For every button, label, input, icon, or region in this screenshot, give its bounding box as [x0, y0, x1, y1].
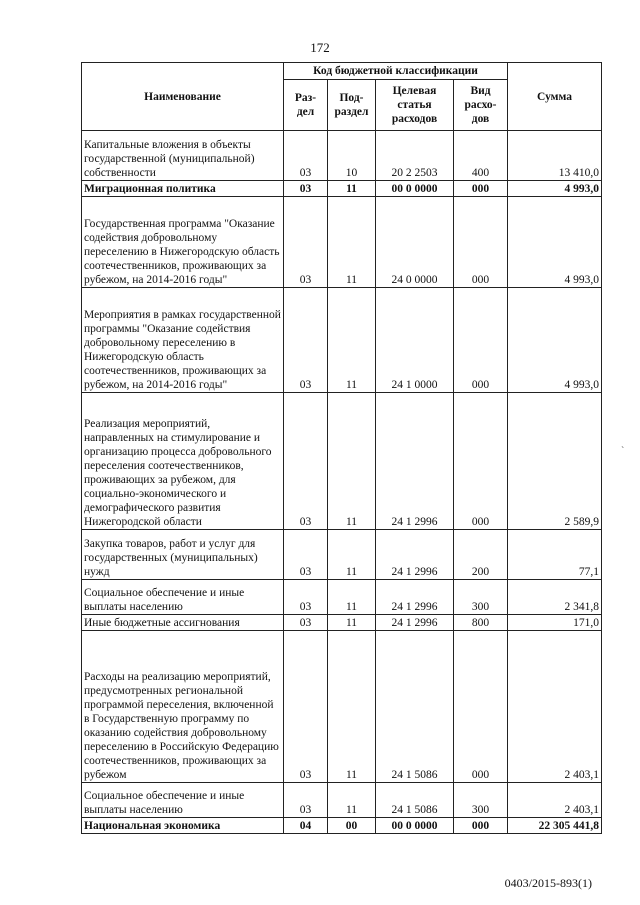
row-sum: 171,0: [508, 615, 602, 631]
row-subsection: 10: [328, 131, 376, 181]
row-name: Миграционная политика: [82, 181, 284, 197]
row-name: Реализация мероприятий, направленных на стимулирование и организацию процесса добровольного переселения соотечественников, проживающих за рубежом, для социально-экономического и демографического развития Нижегородской области: [82, 393, 284, 530]
row-subsection: 11: [328, 530, 376, 580]
table-header: [82, 63, 602, 131]
table-row: [82, 615, 602, 631]
table-row: [82, 197, 602, 288]
row-subsection: 11: [328, 615, 376, 631]
table-row: [82, 181, 602, 197]
row-section: 03: [284, 131, 328, 181]
row-section: 03: [284, 197, 328, 288]
header-kind: Вид расхо- дов: [454, 80, 508, 131]
row-target: 24 1 2996: [376, 393, 454, 530]
row-target: 00 0 0000: [376, 818, 454, 834]
row-target: 20 2 2503: [376, 131, 454, 181]
row-section: 03: [284, 631, 328, 783]
row-name: Государственная программа "Оказание содействия добровольному переселению в Нижегородскую область соотечественников, проживающих за рубежом, на 2014-2016 годы": [82, 197, 284, 288]
row-kind: 400: [454, 131, 508, 181]
row-target: 24 1 5086: [376, 783, 454, 818]
row-target: 24 1 2996: [376, 615, 454, 631]
row-target: 24 1 2996: [376, 530, 454, 580]
row-sum: 2 403,1: [508, 783, 602, 818]
row-kind: 000: [454, 288, 508, 393]
row-section: 03: [284, 288, 328, 393]
row-subsection: 11: [328, 288, 376, 393]
row-section: 03: [284, 181, 328, 197]
row-subsection: 11: [328, 580, 376, 615]
row-sum: 22 305 441,8: [508, 818, 602, 834]
row-sum: 4 993,0: [508, 181, 602, 197]
row-kind: 000: [454, 818, 508, 834]
table-row: [82, 818, 602, 834]
row-name: Расходы на реализацию мероприятий, предусмотренных региональной программой переселения, включенной в Государственную программу по оказанию содействия добровольному переселению в Российскую Федерацию соотечественников, проживающих за рубежом: [82, 631, 284, 783]
row-sum: 4 993,0: [508, 197, 602, 288]
row-section: 03: [284, 783, 328, 818]
row-sum: 2 403,1: [508, 631, 602, 783]
row-subsection: 11: [328, 197, 376, 288]
row-subsection: 11: [328, 181, 376, 197]
table-body: [82, 131, 602, 834]
row-target: 24 1 2996: [376, 580, 454, 615]
table-row: [82, 288, 602, 393]
row-kind: 000: [454, 197, 508, 288]
row-kind: 300: [454, 783, 508, 818]
row-kind: 300: [454, 580, 508, 615]
row-name: Социальное обеспечение и иные выплаты населению: [82, 783, 284, 818]
row-name: Иные бюджетные ассигнования: [82, 615, 284, 631]
header-sum: Сумма: [508, 63, 602, 131]
row-sum: 4 993,0: [508, 288, 602, 393]
table-row: [82, 530, 602, 580]
row-name: Национальная экономика: [82, 818, 284, 834]
row-name: Социальное обеспечение и иные выплаты населению: [82, 580, 284, 615]
header-section: Раз- дел: [284, 80, 328, 131]
row-section: 04: [284, 818, 328, 834]
table-row: [82, 131, 602, 181]
header-name: Наименование: [82, 63, 284, 131]
page-number: 172: [310, 40, 330, 55]
row-name: Капитальные вложения в объекты государственной (муниципальной) собственности: [82, 131, 284, 181]
document-code: 0403/2015-893(1): [504, 876, 592, 890]
row-kind: 000: [454, 181, 508, 197]
header-code-group: Код бюджетной классификации: [284, 63, 508, 80]
row-subsection: 11: [328, 631, 376, 783]
row-target: 24 1 0000: [376, 288, 454, 393]
row-target: 24 0 0000: [376, 197, 454, 288]
row-section: 03: [284, 393, 328, 530]
header-subsection: Под- раздел: [328, 80, 376, 131]
row-subsection: 11: [328, 783, 376, 818]
header-target: Целевая статья расходов: [376, 80, 454, 131]
row-sum: 13 410,0: [508, 131, 602, 181]
budget-table: [81, 62, 602, 834]
row-subsection: 11: [328, 393, 376, 530]
table-row: [82, 580, 602, 615]
table-row: [82, 631, 602, 783]
stray-mark: `: [621, 446, 625, 457]
row-sum: 2 589,9: [508, 393, 602, 530]
row-kind: 200: [454, 530, 508, 580]
table-row: [82, 393, 602, 530]
table-row: [82, 783, 602, 818]
row-target: 00 0 0000: [376, 181, 454, 197]
row-subsection: 00: [328, 818, 376, 834]
row-kind: 000: [454, 631, 508, 783]
row-section: 03: [284, 580, 328, 615]
row-sum: 2 341,8: [508, 580, 602, 615]
row-target: 24 1 5086: [376, 631, 454, 783]
row-kind: 800: [454, 615, 508, 631]
row-kind: 000: [454, 393, 508, 530]
row-name: Мероприятия в рамках государственной программы "Оказание содействия добровольному переселению в Нижегородскую область соотечественников, проживающих за рубежом, на 2014-2016 годы": [82, 288, 284, 393]
row-section: 03: [284, 615, 328, 631]
row-section: 03: [284, 530, 328, 580]
row-name: Закупка товаров, работ и услуг для государственных (муниципальных) нужд: [82, 530, 284, 580]
row-sum: 77,1: [508, 530, 602, 580]
